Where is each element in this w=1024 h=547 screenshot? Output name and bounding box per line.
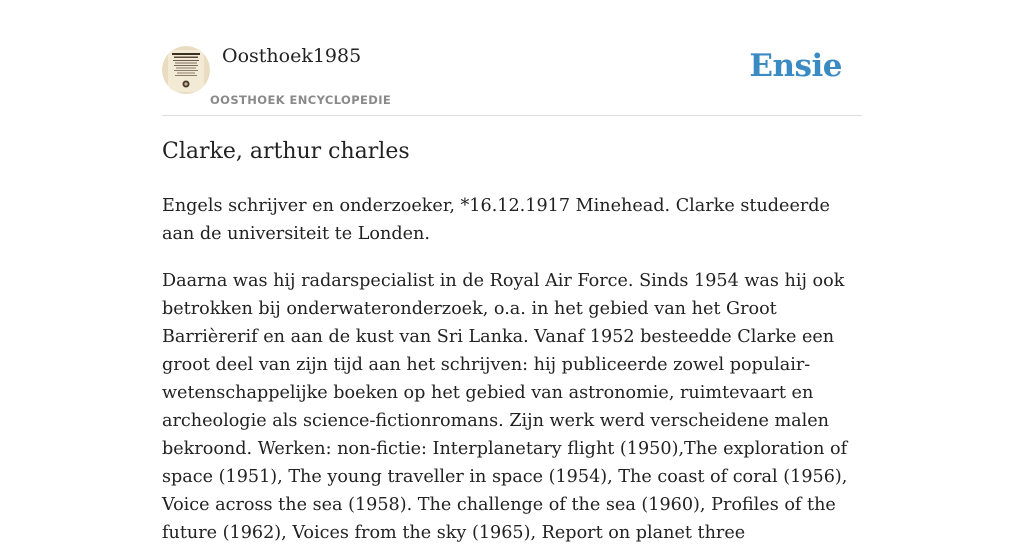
publisher-link[interactable]: OOSTHOEK ENCYCLOPEDIE (210, 93, 392, 107)
brand-logo[interactable]: Ensie (749, 48, 842, 84)
header (162, 0, 862, 116)
encyclopedia-title-page-icon (162, 46, 210, 94)
avatar[interactable] (162, 46, 210, 94)
article-page (162, 0, 862, 543)
username-link[interactable]: Oosthoek1985 (222, 45, 362, 67)
article-paragraph: Engels schrijver en onderzoeker, *16.12.1917 Minehead. Clarke studeerde aan de universiteit te Londen. (162, 196, 830, 244)
article-paragraph: Daarna was hij radarspecialist in de Royal Air Force. Sinds 1954 was hij ook betrokken bij onderwateronderzoek, o.a. in het gebied van het Groot Barrièrerif en aan de kust van Sri Lanka. Vanaf 1952 besteedde Clarke een groot deel van zijn tijd aan het schrijven: hij publiceerde zowel populair-wetenschappelijke boeken op het gebied van astronomie, ruimtevaart en archeologie als science-fictionromans. Zijn werk werd verscheidene malen bekroond. Werken: non-fictie: Interplanetary flight (1950),The exploration of space (1951), The young traveller in space (1954), The coast of coral (1956), Voice across the sea (1958). The challenge of the sea (1960), Profiles of the future (1962), Voices from the sky (1965), Report on planet three (162, 271, 848, 543)
article-title: Clarke, arthur charles (162, 139, 410, 164)
